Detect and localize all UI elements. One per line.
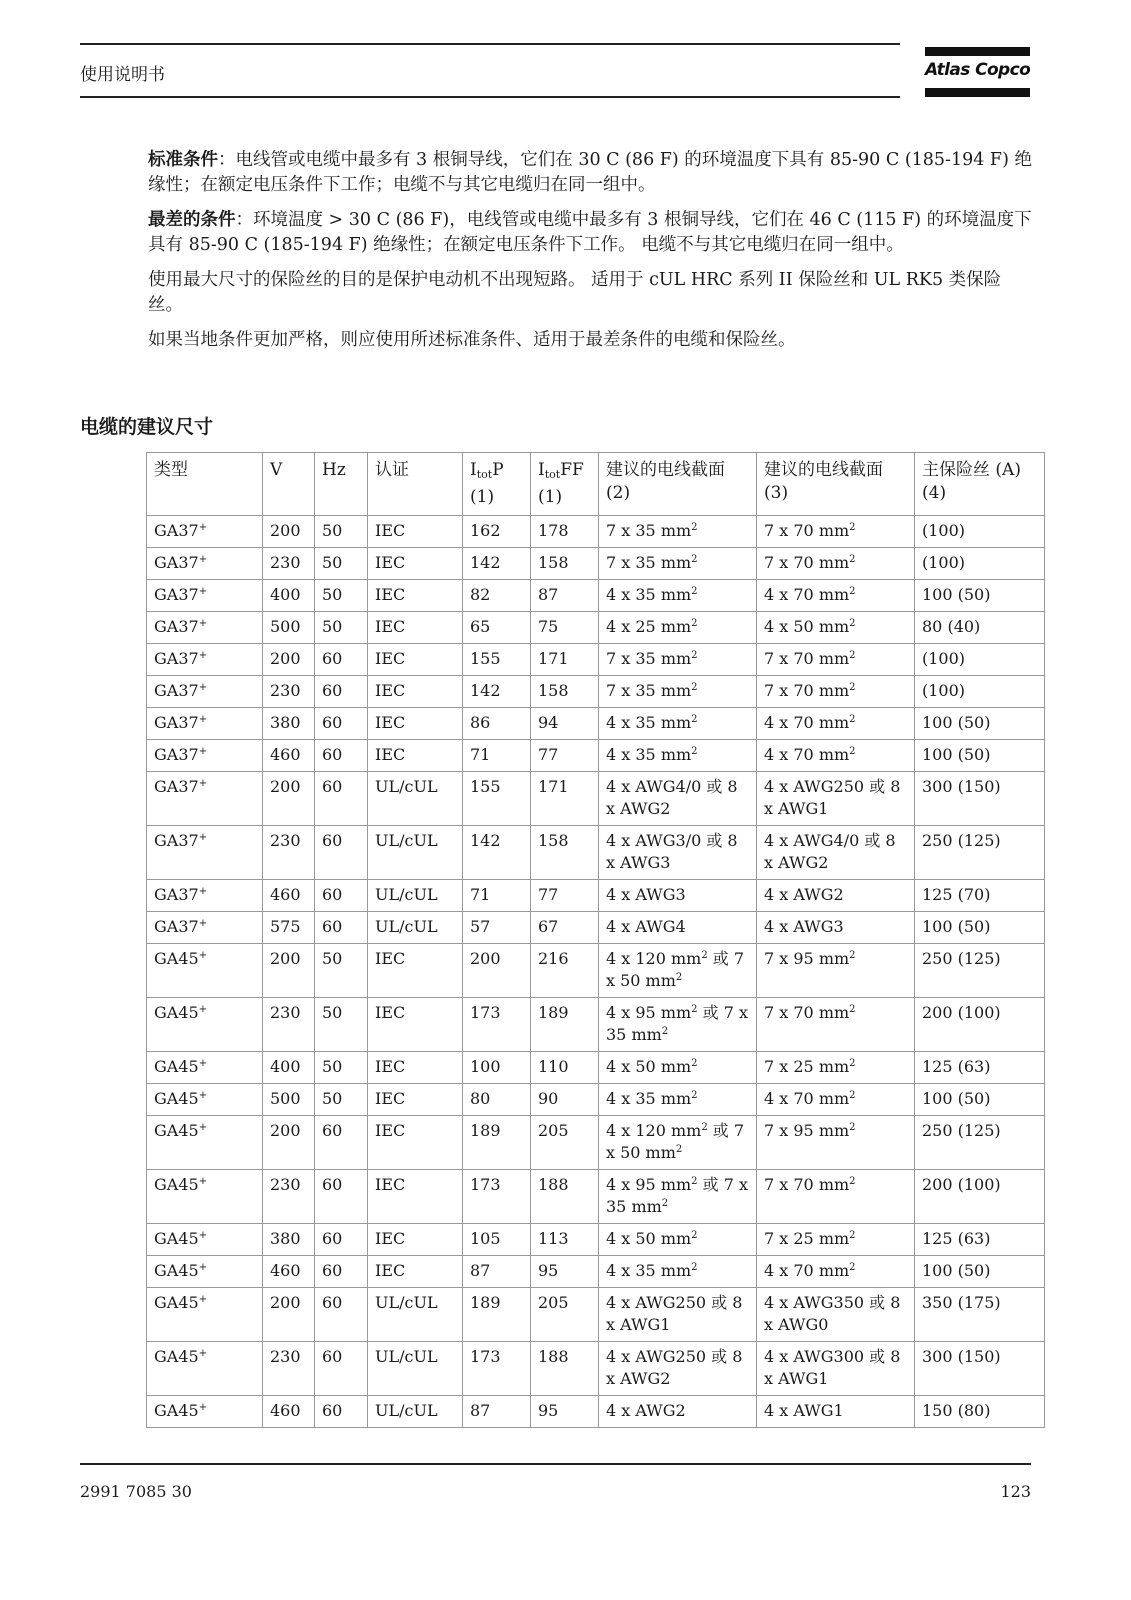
cell-frequency: 60 [315, 1256, 368, 1288]
cell-certification: UL/cUL [368, 1288, 463, 1342]
cell-frequency: 60 [315, 1288, 368, 1342]
table-row [147, 548, 1045, 580]
cell-itotff: 158 [531, 548, 599, 580]
cell-wire-section-2: 4 x AWG4 [599, 912, 757, 944]
cell-frequency: 50 [315, 548, 368, 580]
cell-certification: IEC [368, 1170, 463, 1224]
cell-certification: UL/cUL [368, 772, 463, 826]
cell-wire-section-3: 7 x 70 $mm^2$ [757, 644, 915, 676]
cell-itotff: 205 [531, 1288, 599, 1342]
cell-main-fuse: 250 (125) [915, 944, 1045, 998]
cell-itotff: 188 [531, 1170, 599, 1224]
cell-itotff: 188 [531, 1342, 599, 1396]
cell-voltage: 380 [263, 708, 315, 740]
cell-type: GA37+ [147, 548, 263, 580]
cell-voltage: 575 [263, 912, 315, 944]
cell-wire-section-2: 4 x 35 $mm^2$ [599, 580, 757, 612]
cell-itotff: 158 [531, 826, 599, 880]
cell-type: GA37+ [147, 612, 263, 644]
col-header-itotff: $I_{tot}FF$ (1) [531, 453, 599, 516]
cell-wire-section-2: 4 x 35 $mm^2$ [599, 708, 757, 740]
cell-certification: IEC [368, 516, 463, 548]
cell-itotp: 100 [463, 1052, 531, 1084]
cell-frequency: 50 [315, 580, 368, 612]
cell-main-fuse: 250 (125) [915, 826, 1045, 880]
cell-wire-section-2: 7 x 35 $mm^2$ [599, 516, 757, 548]
cell-wire-section-3: 7 x 70 $mm^2$ [757, 516, 915, 548]
cell-certification: IEC [368, 998, 463, 1052]
cell-voltage: 230 [263, 676, 315, 708]
cell-certification: UL/cUL [368, 1342, 463, 1396]
cell-main-fuse: 200 (100) [915, 1170, 1045, 1224]
table-row [147, 1342, 1045, 1396]
cell-main-fuse: 250 (125) [915, 1116, 1045, 1170]
cell-voltage: 230 [263, 998, 315, 1052]
cell-frequency: 60 [315, 740, 368, 772]
cell-main-fuse: 300 (150) [915, 1342, 1045, 1396]
cell-itotff: 75 [531, 612, 599, 644]
cell-frequency: 60 [315, 880, 368, 912]
table-row [147, 1396, 1045, 1428]
cell-frequency: 60 [315, 1116, 368, 1170]
cell-wire-section-2: 4 x 120 $mm^2$ 或 7 x 50 $mm^2$ [599, 1116, 757, 1170]
cell-itotff: 171 [531, 772, 599, 826]
cell-wire-section-3: 4 x AWG350 或 8 x AWG0 [757, 1288, 915, 1342]
cell-wire-section-2: 4 x 35 $mm^2$ [599, 1256, 757, 1288]
cell-voltage: 200 [263, 1288, 315, 1342]
cell-frequency: 60 [315, 708, 368, 740]
cell-certification: UL/cUL [368, 1396, 463, 1428]
cell-voltage: 460 [263, 880, 315, 912]
table-row [147, 708, 1045, 740]
cell-wire-section-3: 4 x 70 $mm^2$ [757, 740, 915, 772]
cell-itotff: 87 [531, 580, 599, 612]
table-row [147, 740, 1045, 772]
cell-itotp: 200 [463, 944, 531, 998]
cell-voltage: 200 [263, 1116, 315, 1170]
table-row [147, 1288, 1045, 1342]
logo-bar-top [925, 47, 1030, 56]
cell-wire-section-2: 4 x 50 $mm^2$ [599, 1224, 757, 1256]
cell-type: GA37+ [147, 516, 263, 548]
paragraph-label: 标准条件 [148, 150, 218, 170]
cell-certification: IEC [368, 548, 463, 580]
cell-certification: IEC [368, 580, 463, 612]
table-row [147, 516, 1045, 548]
table-row [147, 1224, 1045, 1256]
cell-wire-section-3: 4 x 50 $mm^2$ [757, 612, 915, 644]
cell-voltage: 200 [263, 644, 315, 676]
cell-frequency: 50 [315, 998, 368, 1052]
cell-type: GA45+ [147, 1084, 263, 1116]
table-row [147, 676, 1045, 708]
cell-frequency: 60 [315, 1170, 368, 1224]
cell-type: GA45+ [147, 1256, 263, 1288]
cell-main-fuse: 125 (70) [915, 880, 1045, 912]
cell-itotp: 142 [463, 548, 531, 580]
cell-itotff: 67 [531, 912, 599, 944]
cell-wire-section-3: 4 x AWG300 或 8 x AWG1 [757, 1342, 915, 1396]
cell-main-fuse: 300 (150) [915, 772, 1045, 826]
cell-itotp: 173 [463, 1342, 531, 1396]
col-header-itotp: $I_{tot}P$ (1) [463, 453, 531, 516]
cell-wire-section-2: 4 x 35 $mm^2$ [599, 740, 757, 772]
cell-itotp: 162 [463, 516, 531, 548]
paragraph-text: 如果当地条件更加严格，则应使用所述标准条件、适用于最差条件的电缆和保险丝。 [148, 330, 796, 350]
cell-type: GA37+ [147, 912, 263, 944]
cell-itotp: 86 [463, 708, 531, 740]
cell-frequency: 50 [315, 612, 368, 644]
cell-voltage: 460 [263, 1396, 315, 1428]
header-title: 使用说明书 [80, 65, 165, 85]
cell-main-fuse: (100) [915, 644, 1045, 676]
cell-wire-section-3: 4 x AWG1 [757, 1396, 915, 1428]
col-header-main-fuse: 主保险丝 (A) (4) [915, 453, 1045, 516]
paragraph-worst-conditions [148, 208, 1033, 258]
cell-main-fuse: 100 (50) [915, 740, 1045, 772]
table-row [147, 998, 1045, 1052]
cell-wire-section-3: 4 x AWG250 或 8 x AWG1 [757, 772, 915, 826]
paragraph-text: 使用最大尺寸的保险丝的目的是保护电动机不出现短路。 适用于 cUL HRC 系列 II 保险丝和 UL RK5 类保险丝。 [148, 270, 1002, 315]
cell-itotp: 87 [463, 1396, 531, 1428]
table-row [147, 644, 1045, 676]
cell-wire-section-2: 4 x AWG250 或 8 x AWG2 [599, 1342, 757, 1396]
cell-type: GA37+ [147, 826, 263, 880]
cell-certification: UL/cUL [368, 912, 463, 944]
cell-itotp: 82 [463, 580, 531, 612]
cell-type: GA45+ [147, 1396, 263, 1428]
cell-voltage: 200 [263, 772, 315, 826]
cell-certification: IEC [368, 644, 463, 676]
cell-itotff: 110 [531, 1052, 599, 1084]
cell-frequency: 60 [315, 644, 368, 676]
cell-voltage: 380 [263, 1224, 315, 1256]
cell-wire-section-2: 4 x 95 $mm^2$ 或 7 x 35 $mm^2$ [599, 1170, 757, 1224]
cell-certification: UL/cUL [368, 826, 463, 880]
cell-itotff: 216 [531, 944, 599, 998]
table-row [147, 1084, 1045, 1116]
paragraph-local-conditions [148, 328, 1033, 353]
cell-itotp: 173 [463, 1170, 531, 1224]
cell-main-fuse: 100 (50) [915, 912, 1045, 944]
cell-main-fuse: (100) [915, 548, 1045, 580]
section-title: 电缆的建议尺寸 [80, 416, 214, 438]
cell-wire-section-3: 7 x 25 $mm^2$ [757, 1224, 915, 1256]
cell-main-fuse: 350 (175) [915, 1288, 1045, 1342]
paragraph-label: 最差的条件 [148, 210, 236, 230]
header-rule-bottom [80, 96, 900, 98]
cell-main-fuse: 125 (63) [915, 1224, 1045, 1256]
cell-wire-section-3: 4 x AWG4/0 或 8 x AWG2 [757, 826, 915, 880]
cell-main-fuse: 200 (100) [915, 998, 1045, 1052]
cell-itotff: 94 [531, 708, 599, 740]
cell-type: GA37+ [147, 676, 263, 708]
cell-main-fuse: 150 (80) [915, 1396, 1045, 1428]
cell-certification: IEC [368, 1052, 463, 1084]
paragraph-standard-conditions [148, 148, 1033, 198]
cell-frequency: 60 [315, 1224, 368, 1256]
cell-voltage: 400 [263, 580, 315, 612]
cell-itotff: 158 [531, 676, 599, 708]
header-rule-top [80, 43, 900, 45]
cell-wire-section-3: 7 x 70 $mm^2$ [757, 1170, 915, 1224]
cell-wire-section-3: 7 x 25 $mm^2$ [757, 1052, 915, 1084]
cell-type: GA45+ [147, 1116, 263, 1170]
cell-wire-section-2: 4 x AWG3/0 或 8 x AWG3 [599, 826, 757, 880]
table-row [147, 1052, 1045, 1084]
cell-wire-section-3: 7 x 70 $mm^2$ [757, 548, 915, 580]
cell-wire-section-2: 4 x AWG2 [599, 1396, 757, 1428]
cell-itotff: 178 [531, 516, 599, 548]
cell-wire-section-2: 7 x 35 $mm^2$ [599, 548, 757, 580]
cell-frequency: 50 [315, 1052, 368, 1084]
cell-frequency: 60 [315, 912, 368, 944]
cell-main-fuse: 100 (50) [915, 708, 1045, 740]
cell-main-fuse: 100 (50) [915, 1256, 1045, 1288]
col-header-type: 类型 [147, 453, 263, 516]
cell-itotp: 155 [463, 644, 531, 676]
cable-size-table [146, 452, 1045, 1428]
footer-rule [80, 1463, 1031, 1465]
cell-type: GA37+ [147, 740, 263, 772]
cell-frequency: 60 [315, 1342, 368, 1396]
table-body [147, 516, 1045, 1428]
cell-wire-section-3: 7 x 95 $mm^2$ [757, 1116, 915, 1170]
cell-type: GA37+ [147, 772, 263, 826]
cell-main-fuse: 100 (50) [915, 580, 1045, 612]
cell-itotp: 71 [463, 740, 531, 772]
table-row [147, 1116, 1045, 1170]
page-number: 123 [1000, 1482, 1031, 1501]
paragraph-fuse-purpose [148, 268, 1033, 318]
logo-bar-bottom [925, 88, 1030, 97]
table-row [147, 912, 1045, 944]
cell-wire-section-3: 7 x 95 $mm^2$ [757, 944, 915, 998]
cell-itotff: 95 [531, 1256, 599, 1288]
cell-certification: IEC [368, 1224, 463, 1256]
cell-type: GA37+ [147, 644, 263, 676]
cell-wire-section-2: 7 x 35 $mm^2$ [599, 676, 757, 708]
cell-certification: IEC [368, 612, 463, 644]
cell-type: GA45+ [147, 1288, 263, 1342]
paragraph-text: ：电线管或电缆中最多有 3 根铜导线，它们在 30 C (86 F) 的环境温度下具有 85-90 C (185-194 F) 绝缘性；在额定电压条件下工作；电缆不与其它电缆归在同一组中。 [148, 150, 1032, 195]
cell-certification: IEC [368, 676, 463, 708]
cell-certification: IEC [368, 1116, 463, 1170]
cell-main-fuse: 125 (63) [915, 1052, 1045, 1084]
cell-itotp: 189 [463, 1116, 531, 1170]
document-number: 2991 7085 30 [80, 1482, 192, 1501]
cell-wire-section-2: 4 x 35 $mm^2$ [599, 1084, 757, 1116]
cell-voltage: 230 [263, 548, 315, 580]
cell-certification: IEC [368, 944, 463, 998]
cell-itotp: 57 [463, 912, 531, 944]
cell-wire-section-2: 4 x AWG4/0 或 8 x AWG2 [599, 772, 757, 826]
cell-frequency: 50 [315, 1084, 368, 1116]
col-header-certification: 认证 [368, 453, 463, 516]
cell-wire-section-3: 4 x 70 $mm^2$ [757, 1256, 915, 1288]
body-text [148, 148, 1033, 363]
cell-wire-section-3: 4 x 70 $mm^2$ [757, 1084, 915, 1116]
cell-wire-section-2: 7 x 35 $mm^2$ [599, 644, 757, 676]
table-row [147, 1256, 1045, 1288]
col-header-voltage: V [263, 453, 315, 516]
cell-voltage: 200 [263, 944, 315, 998]
cell-type: GA45+ [147, 998, 263, 1052]
cell-certification: IEC [368, 708, 463, 740]
table-row [147, 612, 1045, 644]
cell-type: GA45+ [147, 1342, 263, 1396]
cell-voltage: 230 [263, 1342, 315, 1396]
cell-itotff: 205 [531, 1116, 599, 1170]
cell-wire-section-2: 4 x AWG3 [599, 880, 757, 912]
cell-frequency: 50 [315, 944, 368, 998]
cell-itotff: 95 [531, 1396, 599, 1428]
cell-type: GA45+ [147, 1052, 263, 1084]
cell-itotp: 173 [463, 998, 531, 1052]
cell-itotp: 155 [463, 772, 531, 826]
paragraph-text: ：环境温度 > 30 C (86 F)，电线管或电缆中最多有 3 根铜导线，它们在 46 C (115 F) 的环境温度下具有 85-90 C (185-194 F) 绝缘性；在额定电压条件下工作。 电缆不与其它电缆归在同一组中。 [148, 210, 1032, 255]
cell-itotff: 113 [531, 1224, 599, 1256]
atlas-copco-logo [925, 47, 1030, 97]
cell-voltage: 230 [263, 1170, 315, 1224]
cell-itotp: 142 [463, 676, 531, 708]
cell-main-fuse: (100) [915, 516, 1045, 548]
col-header-wire-section-3: 建议的电线截面 (3) [757, 453, 915, 516]
table-row [147, 826, 1045, 880]
cell-certification: UL/cUL [368, 880, 463, 912]
cell-itotp: 105 [463, 1224, 531, 1256]
cell-voltage: 500 [263, 1084, 315, 1116]
table-row [147, 944, 1045, 998]
cell-main-fuse: 80 (40) [915, 612, 1045, 644]
cell-wire-section-2: 4 x 25 $mm^2$ [599, 612, 757, 644]
cell-voltage: 200 [263, 516, 315, 548]
cell-type: GA37+ [147, 580, 263, 612]
cell-itotff: 171 [531, 644, 599, 676]
cell-frequency: 50 [315, 516, 368, 548]
cell-voltage: 460 [263, 1256, 315, 1288]
cell-itotp: 71 [463, 880, 531, 912]
cell-itotff: 77 [531, 880, 599, 912]
cell-itotff: 90 [531, 1084, 599, 1116]
col-header-wire-section-2: 建议的电线截面 (2) [599, 453, 757, 516]
cell-itotp: 80 [463, 1084, 531, 1116]
cell-wire-section-3: 4 x 70 $mm^2$ [757, 708, 915, 740]
cell-certification: IEC [368, 1256, 463, 1288]
cell-voltage: 460 [263, 740, 315, 772]
cell-itotp: 189 [463, 1288, 531, 1342]
cell-itotp: 65 [463, 612, 531, 644]
cell-type: GA37+ [147, 880, 263, 912]
table-row [147, 580, 1045, 612]
table-row [147, 772, 1045, 826]
cell-itotp: 142 [463, 826, 531, 880]
cell-main-fuse: (100) [915, 676, 1045, 708]
cell-type: GA37+ [147, 708, 263, 740]
cell-type: GA45+ [147, 1170, 263, 1224]
cell-frequency: 60 [315, 1396, 368, 1428]
cell-type: GA45+ [147, 944, 263, 998]
cell-wire-section-3: 7 x 70 $mm^2$ [757, 676, 915, 708]
cell-itotff: 189 [531, 998, 599, 1052]
cell-wire-section-2: 4 x AWG250 或 8 x AWG1 [599, 1288, 757, 1342]
cell-frequency: 60 [315, 826, 368, 880]
cell-wire-section-2: 4 x 95 $mm^2$ 或 7 x 35 $mm^2$ [599, 998, 757, 1052]
cell-certification: IEC [368, 1084, 463, 1116]
col-header-frequency: Hz [315, 453, 368, 516]
logo-text: Atlas Copco [925, 60, 1031, 80]
table-row [147, 880, 1045, 912]
cell-frequency: 60 [315, 772, 368, 826]
cell-wire-section-3: 4 x 70 $mm^2$ [757, 580, 915, 612]
cell-type: GA45+ [147, 1224, 263, 1256]
cell-voltage: 230 [263, 826, 315, 880]
cell-wire-section-2: 4 x 120 $mm^2$ 或 7 x 50 $mm^2$ [599, 944, 757, 998]
cell-itotff: 77 [531, 740, 599, 772]
cell-wire-section-3: 7 x 70 $mm^2$ [757, 998, 915, 1052]
cell-voltage: 400 [263, 1052, 315, 1084]
cell-certification: IEC [368, 740, 463, 772]
cell-wire-section-3: 4 x AWG3 [757, 912, 915, 944]
cell-wire-section-2: 4 x 50 $mm^2$ [599, 1052, 757, 1084]
cell-wire-section-3: 4 x AWG2 [757, 880, 915, 912]
table-header-row [147, 453, 1045, 516]
cell-voltage: 500 [263, 612, 315, 644]
cell-main-fuse: 100 (50) [915, 1084, 1045, 1116]
cell-itotp: 87 [463, 1256, 531, 1288]
cell-frequency: 60 [315, 676, 368, 708]
table-row [147, 1170, 1045, 1224]
